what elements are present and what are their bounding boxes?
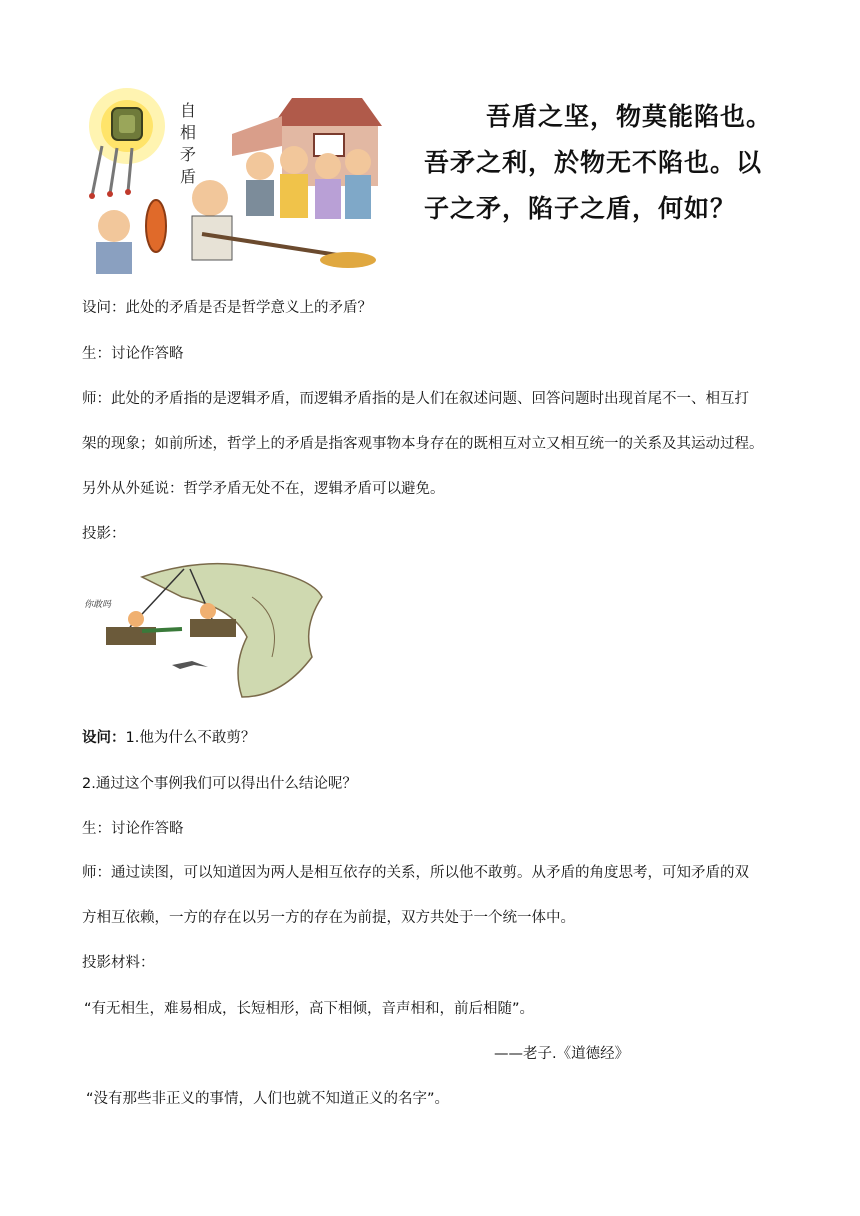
teacher-explanation-line-3: 另外从外延说：哲学矛盾无处不在，逻辑矛盾可以避免。 [82, 481, 445, 497]
quote-line-2: 吾矛之利，於物无不陷也。以 [424, 148, 763, 177]
cliff-basket-illustration [82, 557, 328, 701]
teacher-explanation-line-2: 架的现象；如前所述，哲学上的矛盾是指客观事物本身存在的既相互对立又相互统一的关系及其运动过程。 [82, 436, 764, 452]
svg-text:盾: 盾 [180, 167, 197, 186]
laozi-source: ——老子.《道德经》 [494, 1046, 630, 1062]
teacher-analysis-line-1: 师：通过读图，可以知道因为两人是相互依存的关系，所以他不敢剪。从矛盾的角度思考，可知矛盾的双 [82, 865, 749, 881]
teacher-explanation-line-1: 师：此处的矛盾指的是逻辑矛盾，而逻辑矛盾指的是人们在叙述问题、回答问题时出现首尾不一、相互打 [82, 391, 749, 407]
student-answer-2: 生：讨论作答略 [82, 821, 184, 837]
materials-label: 投影材料： [82, 955, 155, 971]
laozi-quote: “有无相生，难易相成，长短相形，高下相倾，音声相和，前后相随”。 [84, 1001, 535, 1017]
svg-text:自: 自 [180, 101, 197, 120]
spear-shield-illustration [82, 86, 384, 280]
question-1: 1.他为什么不敢剪？ [125, 730, 256, 746]
svg-text:矛: 矛 [180, 145, 197, 164]
question-set-1 [82, 727, 782, 749]
justice-quote: “没有那些非正义的事情，人们也就不知道正义的名字”。 [86, 1091, 450, 1107]
question-philosophy: 设问：此处的矛盾是否是哲学意义上的矛盾？ [82, 300, 372, 316]
question-2: 2.通过这个事例我们可以得出什么结论呢？ [82, 776, 357, 792]
speech-bubble-text: 你敢吗 [84, 600, 112, 610]
quote-line-3: 子之矛，陷子之盾，何如？ [424, 194, 737, 223]
quote-line-1: 吾盾之坚，物莫能陷也。 [486, 102, 773, 131]
svg-text:相: 相 [180, 123, 197, 142]
projection-label: 投影： [82, 526, 126, 542]
question-label: 设问： [82, 730, 126, 746]
student-answer-1: 生：讨论作答略 [82, 346, 184, 362]
teacher-analysis-line-2: 方相互依赖，一方的存在以另一方的存在为前提，双方共处于一个统一体中。 [82, 910, 575, 926]
classical-quote [424, 94, 784, 232]
